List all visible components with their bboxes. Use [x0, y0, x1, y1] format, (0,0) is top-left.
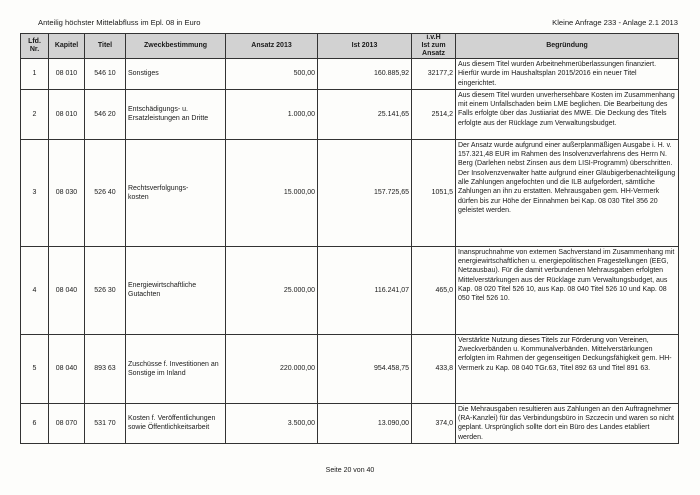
- cell-ivh: 433,8: [412, 334, 456, 403]
- cell-zweckbestimmung: Zuschüsse f. Investitionen an Sonstige im Inland: [126, 334, 226, 403]
- cell-ansatz: 3.500,00: [226, 403, 318, 443]
- cell-ansatz: 25.000,00: [226, 246, 318, 334]
- cell-ist: 116.241,07: [318, 246, 412, 334]
- cell-ist: 160.885,92: [318, 59, 412, 90]
- cell-kapitel: 08 040: [49, 246, 85, 334]
- column-header-zweckbestimmung: Zweckbestimmung: [126, 34, 226, 59]
- cell-kapitel: 08 070: [49, 403, 85, 443]
- table-row: [21, 89, 679, 139]
- cell-kapitel: 08 010: [49, 59, 85, 90]
- expenditure-table: [20, 33, 679, 444]
- document-header-reference: Kleine Anfrage 233 - Anlage 2.1 2013: [552, 18, 678, 27]
- document-header-title: Anteilig höchster Mittelabfluss im Epl. 08 in Euro: [38, 18, 201, 27]
- cell-ist: 157.725,65: [318, 139, 412, 246]
- column-header-kapitel: Kapitel: [49, 34, 85, 59]
- cell-ivh: 1051,5: [412, 139, 456, 246]
- cell-titel: 531 70: [85, 403, 126, 443]
- cell-lfd-nr: 4: [21, 246, 49, 334]
- cell-titel: 546 20: [85, 89, 126, 139]
- cell-zweckbestimmung: Entschädigungs- u. Ersatzleistungen an Dritte: [126, 89, 226, 139]
- cell-ansatz: 500,00: [226, 59, 318, 90]
- cell-lfd-nr: 2: [21, 89, 49, 139]
- cell-begruendung: Der Ansatz wurde aufgrund einer außerplanmäßigen Ausgabe i. H. v. 157.321,48 EUR im Rahmen des Insolvenzverfahrens des Herrn N. Berg (Darlehen nebst Zinsen aus dem LISI-Programm) überschritten. Der Insolvenzverwalter hatte aufgrund einer Gläubigerbenachteiligung alle Zahlungen angefochten und die ILB aufgefordert, sämtliche Zahlungen an ihn zu erstatten. Mehrausgaben gem. HH-Vermerk dürfen bis zur Höhe der Einnahmen bei Kap. 08 030 Titel 356 20 geleistet werden.: [456, 139, 679, 246]
- cell-kapitel: 08 030: [49, 139, 85, 246]
- cell-kapitel: 08 010: [49, 89, 85, 139]
- table-row: [21, 59, 679, 90]
- column-header-begruendung: Begründung: [456, 34, 679, 59]
- column-header-ivh: i.v.H Ist zum Ansatz: [412, 34, 456, 59]
- cell-begruendung: Inanspruchnahme von externen Sachverstand im Zusammenhang mit energiewirtschaftlichen u. energiepolitischen Fragestellungen (EEG, Netzausbau). Für die damit verbundenen Mehrausgaben erfolgten Mittelverstärkungen aus der Rücklage zum Verwaltungsbudget, aus Kap. 08 020 Titel 526 10, aus Kap. 08 040 Titel 526 10 und Kap. 08 050 Titel 526 10.: [456, 246, 679, 334]
- cell-zweckbestimmung: Energiewirtschaftliche Gutachten: [126, 246, 226, 334]
- cell-zweckbestimmung: Kosten f. Veröffentlichungen sowie Öffentlichkeitsarbeit: [126, 403, 226, 443]
- cell-ansatz: 220.000,00: [226, 334, 318, 403]
- page-number: Seite 20 von 40: [325, 467, 375, 474]
- cell-titel: 893 63: [85, 334, 126, 403]
- cell-lfd-nr: 6: [21, 403, 49, 443]
- cell-ivh: 2514,2: [412, 89, 456, 139]
- cell-lfd-nr: 1: [21, 59, 49, 90]
- cell-begruendung: Die Mehrausgaben resultieren aus Zahlungen an den Auftragnehmer (RA-Kanzlei) für das Verbindungsbüro in Szczecin und waren so nicht geplant. Ursprünglich sollte dort ein Büro des Landes etabliert werden.: [456, 403, 679, 443]
- cell-titel: 526 40: [85, 139, 126, 246]
- cell-lfd-nr: 5: [21, 334, 49, 403]
- cell-ist: 13.090,00: [318, 403, 412, 443]
- table-row: [21, 403, 679, 443]
- column-header-lfd-nr: Lfd. Nr.: [21, 34, 49, 59]
- cell-begruendung: Aus diesem Titel wurden unverhersehbare Kosten im Zusammenhang mit einem Unfallschaden beim LME beglichen. Die Bearbeitung des Falls erfolgte über das Justiiariat des MWE. Die Deckung des Titels erfolgte aus der Rücklage zum Verwaltungsbudget.: [456, 89, 679, 139]
- cell-zweckbestimmung: Rechtsverfolgungs- kosten: [126, 139, 226, 246]
- column-header-titel: Titel: [85, 34, 126, 59]
- cell-begruendung: Aus diesem Titel wurden Arbeitnehmerüberlassungen finanziert. Hierfür wurde im Haushaltsplan 2015/2016 ein neuer Titel eingerichtet.: [456, 59, 679, 90]
- table-row: [21, 139, 679, 246]
- cell-ansatz: 15.000,00: [226, 139, 318, 246]
- table-row: [21, 246, 679, 334]
- cell-ist: 25.141,65: [318, 89, 412, 139]
- column-header-ansatz-2013: Ansatz 2013: [226, 34, 318, 59]
- cell-ivh: 465,0: [412, 246, 456, 334]
- table-header-row: [21, 34, 679, 59]
- column-header-ist-2013: Ist 2013: [318, 34, 412, 59]
- cell-ivh: 32177,2: [412, 59, 456, 90]
- cell-ivh: 374,0: [412, 403, 456, 443]
- cell-lfd-nr: 3: [21, 139, 49, 246]
- cell-ist: 954.458,75: [318, 334, 412, 403]
- table-row: [21, 334, 679, 403]
- cell-ansatz: 1.000,00: [226, 89, 318, 139]
- cell-kapitel: 08 040: [49, 334, 85, 403]
- cell-begruendung: Verstärkte Nutzung dieses Titels zur Förderung von Vereinen, Zweckverbänden u. Kommunalverbänden. Mittelverstärkungen erfolgten im Rahmen der gegenseitigen Deckungsfähigkeit gem. HH-Vermerk zu Kap. 08 040 TGr.63, Titel 892 63 und Titel 891 63.: [456, 334, 679, 403]
- cell-titel: 526 30: [85, 246, 126, 334]
- cell-zweckbestimmung: Sonstiges: [126, 59, 226, 90]
- cell-titel: 546 10: [85, 59, 126, 90]
